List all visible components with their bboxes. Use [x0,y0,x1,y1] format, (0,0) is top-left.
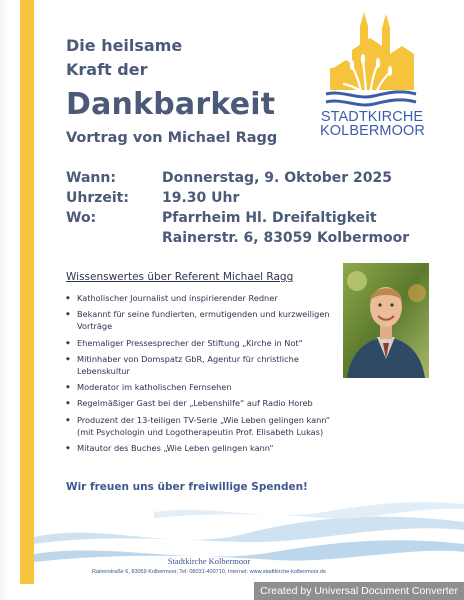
footer-name: Stadtkirche Kolbermoor [167,556,251,566]
list-item: ◆ Ehemaliger Pressesprecher der Stiftung „Kirche in Not“ [66,337,344,349]
time-value: 19.30 Uhr [162,190,240,206]
when-value: Donnerstag, 9. Oktober 2025 [162,170,392,186]
title-line-1: Die heilsame [66,36,183,55]
where-value-address: Rainerstr. 6, 83059 Kolbermoor [162,230,410,246]
subtitle: Vortrag von Michael Ragg [66,130,278,146]
logo-text-line-2: KOLBERMOOR [320,123,425,139]
page-title: Dankbarkeit [66,87,276,122]
when-label: Wann: [66,170,116,186]
list-item: ◆ Mitautor des Buches „Wie Leben gelingen kann“ [66,442,344,454]
about-heading: Wissenswertes über Referent Michael Ragg [66,271,294,283]
list-item: ◆ Produzent der 13-teiligen TV-Serie „Wie Leben gelingen kann“ (mit Psychologin und Logotherapeutin Prof. Elisabeth Lukas) [66,414,344,438]
yellow-side-bar [20,0,34,584]
time-label: Uhrzeit: [66,190,129,206]
list-item: ◆ Regelmäßiger Gast bei der „Lebenshilfe“ auf Radio Horeb [66,397,344,409]
list-item: ◆ Bekannt für seine fundierten, ermutigenden und kurzweiligen Vorträge [66,308,344,332]
decorative-waves [34,482,464,582]
about-list [66,292,344,458]
watermark: Created by Universal Document Converter [254,582,464,600]
where-value-venue: Pfarrheim Hl. Dreifaltigkeit [162,210,377,226]
where-label: Wo: [66,210,97,226]
closing-text: Wir freuen uns über freiwillige Spenden! [66,481,308,493]
title-line-2: Kraft der [66,60,148,79]
list-item: ◆ Mitinhaber von Domspatz GbR, Agentur für christliche Lebenskultur [66,353,344,377]
list-item: ◆ Katholischer Journalist und inspirierender Redner [66,292,344,304]
list-item: ◆ Moderator im katholischen Fernsehen [66,381,344,393]
speaker-photo [343,263,429,378]
logo-text-line-1: STADTKIRCHE [320,109,424,125]
footer-address: Rainerstraße 6, 83059 Kolbermoor, Tel: 08031-400710, Internet: www.stadtkirche-kolbermoor.de [91,569,327,575]
